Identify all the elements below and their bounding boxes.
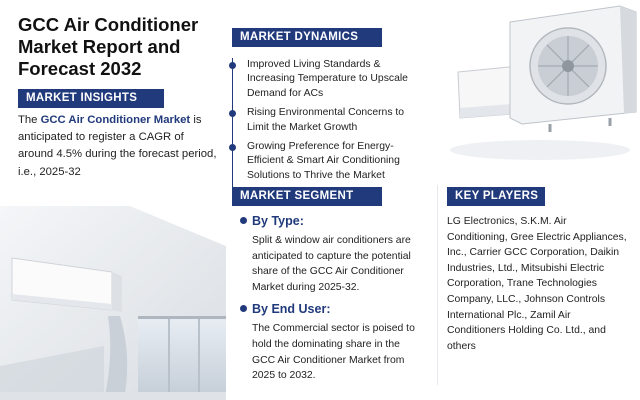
market-insights-text: The GCC Air Conditioner Market is anticipated to register a CAGR of around 4.5% during the forecast period, i.e., 2025-32	[18, 114, 217, 178]
by-type-text: Split & window air conditioners are anticipated to capture the potential share of the GCC Air Conditioner Market during 2025-32.	[252, 235, 411, 293]
by-end-user-heading: By End User:	[232, 301, 422, 317]
list-item: Growing Preference for Energy-Efficient & Smart Air Conditioning Solutions to Thrive the Market	[247, 140, 427, 183]
market-segment-label: MARKET SEGMENT	[232, 187, 382, 206]
bullet-dot-icon	[240, 305, 247, 312]
bullet-dot-icon	[229, 110, 236, 117]
market-dynamics-label: MARKET DYNAMICS	[232, 28, 382, 47]
list-item: Rising Environmental Concerns to Limit the Market Growth	[247, 106, 427, 135]
outdoor-ac-unit-image	[440, 0, 640, 180]
wall-ac-room-image	[0, 206, 226, 400]
bullet-dot-icon	[229, 144, 236, 151]
market-dynamics-list	[232, 58, 427, 188]
key-players-label: KEY PLAYERS	[447, 187, 545, 206]
market-insights-label: MARKET INSIGHTS	[18, 89, 164, 108]
column-divider	[437, 185, 438, 385]
by-type-heading: By Type:	[232, 213, 422, 229]
market-name-highlight: GCC Air Conditioner Market	[40, 114, 191, 126]
key-players-text: LG Electronics, S.K.M. Air Conditioning, Gree Electric Appliances, Inc., Carrier GCC Corporation, Daikin Industries, Ltd., Mitsubishi Electric Corporation, Trane Technologies Company, LLC., Johnson Controls International Plc., Zamil Air Conditioners Holding Co. Ltd., and others	[447, 216, 627, 352]
outdoor-unit-shape	[510, 6, 636, 132]
bullet-dot-icon	[240, 217, 247, 224]
by-end-user-text: The Commercial sector is poised to hold the dominating share in the GCC Air Conditioner Market from 2025 to 2032.	[252, 323, 415, 382]
bullet-dot-icon	[229, 62, 236, 69]
market-segment-content	[232, 213, 422, 390]
report-title: GCC Air Conditioner Market Report and Forecast 2032	[18, 14, 199, 79]
list-item: Improved Living Standards & Increasing Temperature to Upscale Demand for ACs	[247, 58, 427, 101]
